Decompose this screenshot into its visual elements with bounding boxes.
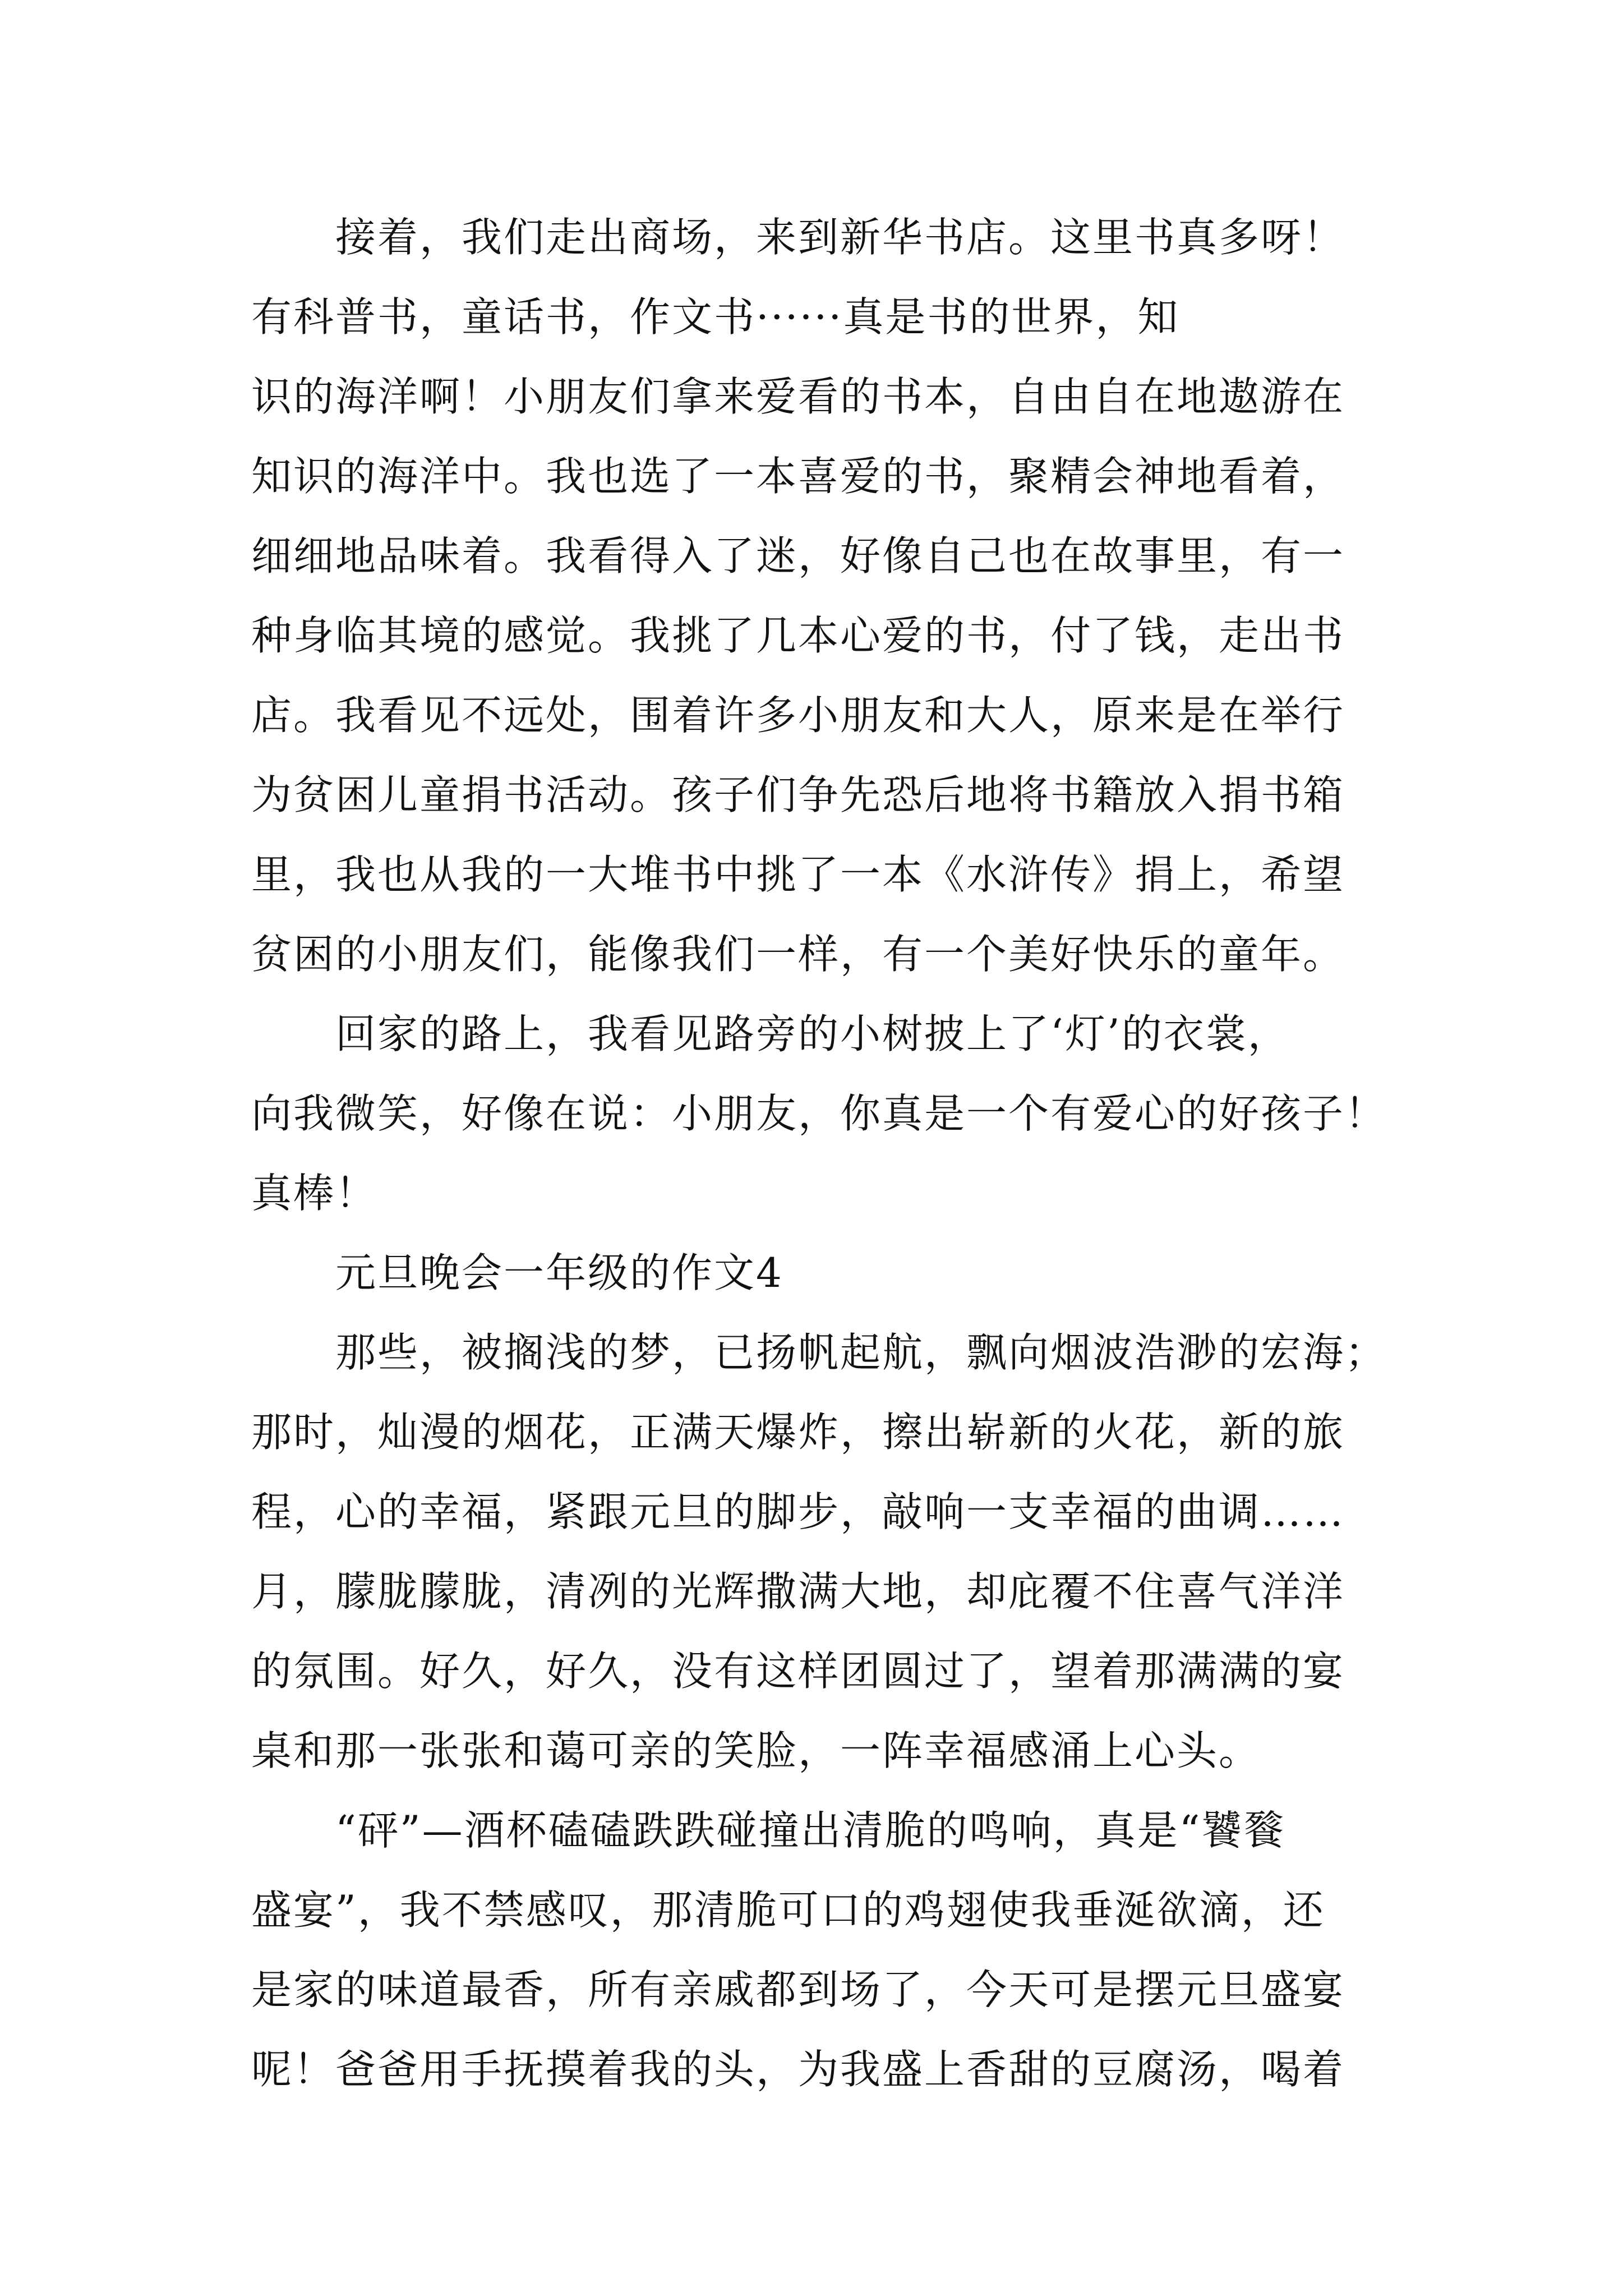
text-line: 向我微笑，好像在说：小朋友，你真是一个有爱心的好孩子！: [251, 1090, 1387, 1137]
text-line: 识的海洋啊！小朋友们拿来爱看的书本，自由自在地遨游在: [251, 373, 1345, 420]
text-line: 贫困的小朋友们，能像我们一样，有一个美好快乐的童年。: [251, 931, 1345, 978]
essay-body: [251, 197, 1395, 2109]
text-line: 有科普书，童话书，作文书······真是书的世界，知: [251, 293, 1180, 341]
text-line: 里，我也从我的一大堆书中挑了一本《水浒传》捐上，希望: [251, 851, 1345, 898]
text-line: 元旦晚会一年级的作文4: [335, 1249, 783, 1296]
text-line: 的氛围。好久，好久，没有这样团圆过了，望着那满满的宴: [251, 1648, 1345, 1695]
text-line: 真棒！: [251, 1170, 378, 1217]
text-line: 盛宴”，我不禁感叹，那清脆可口的鸡翅使我垂涎欲滴，还: [251, 1887, 1325, 1934]
text-line: “砰”—酒杯磕磕跌跌碰撞出清脆的鸣响，真是“饕餮: [335, 1807, 1286, 1854]
text-line: 回家的路上，我看见路旁的小树披上了‘灯’的衣裳，: [335, 1010, 1290, 1057]
text-line: 为贫困儿童捐书活动。孩子们争先恐后地将书籍放入捐书箱: [251, 771, 1345, 818]
text-line: 呢！爸爸用手抚摸着我的头，为我盛上香甜的豆腐汤，喝着: [251, 2046, 1345, 2093]
text-line: 那些，被搁浅的梦，已扬帆起航，飘向烟波浩渺的宏海；: [335, 1329, 1387, 1376]
text-line: 是家的味道最香，所有亲戚都到场了，今天可是摆元旦盛宴: [251, 1966, 1345, 2013]
text-line: 接着，我们走出商场，来到新华书店。这里书真多呀！: [335, 214, 1345, 261]
text-line: 知识的海洋中。我也选了一本喜爱的书，聚精会神地看着，: [251, 453, 1345, 500]
text-line: 月，朦胧朦胧，清冽的光辉撒满大地，却庇覆不住喜气洋洋: [251, 1568, 1345, 1615]
text-line: 程，心的幸福，紧跟元旦的脚步，敲响一支幸福的曲调……: [251, 1488, 1345, 1535]
text-line: 桌和那一张张和蔼可亲的笑脸，一阵幸福感涌上心头。: [251, 1727, 1261, 1774]
text-line: 那时，灿漫的烟花，正满天爆炸，擦出崭新的火花，新的旅: [251, 1409, 1345, 1456]
text-line: 店。我看见不远处，围着许多小朋友和大人，原来是在举行: [251, 692, 1345, 739]
text-line: 种身临其境的感觉。我挑了几本心爱的书，付了钱，走出书: [251, 612, 1345, 659]
text-line: 细细地品味着。我看得入了迷，好像自己也在故事里，有一: [251, 532, 1345, 579]
